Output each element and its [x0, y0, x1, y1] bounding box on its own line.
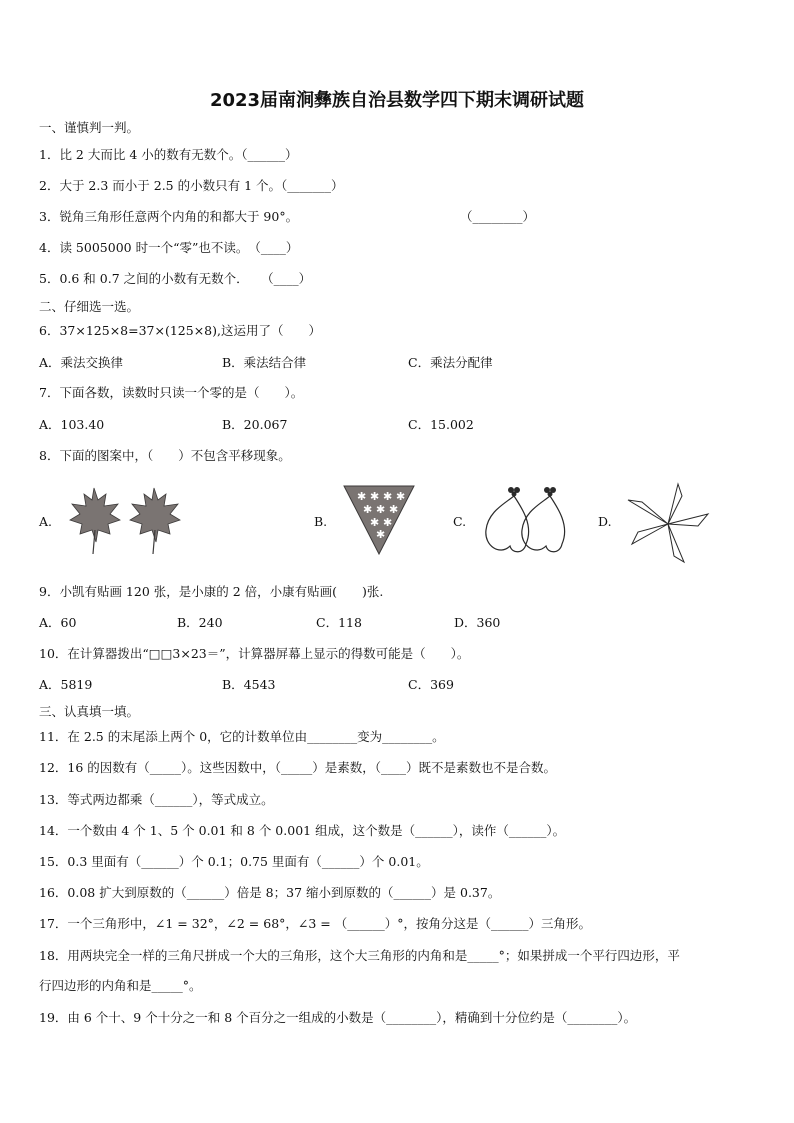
- section-heading-judgement: 一、谨慎判一判。: [39, 120, 140, 135]
- question-18-continued: 行四边形的内角和是_____°。: [39, 978, 202, 993]
- question-14: 14．一个数由 4 个 1、5 个 0.01 和 8 个 0.001 组成，这个数是（______），读作（______）。: [39, 823, 566, 838]
- question-3-answer-blank: （________）: [460, 209, 536, 224]
- question-9-option-a: A．60: [39, 615, 77, 630]
- question-12: 12．16 的因数有（_____）。这些因数中，（_____）是素数，（____）既不是素数也不是合数。: [39, 760, 557, 775]
- page-title: 2023届南涧彝族自治县数学四下期末调研试题: [209, 90, 585, 111]
- triangle-stars-figure: [340, 484, 418, 556]
- question-18: 18．用两块完全一样的三角尺拼成一个大的三角形，这个大三角形的内角和是_____°；如果拼成一个平行四边形，平: [39, 948, 680, 963]
- question-8-option-b: B.: [314, 514, 328, 529]
- question-6-option-b: B．乘法结合律: [222, 355, 307, 370]
- question-4: 4．读 5005000 时一个“零”也不读。 （____）: [39, 240, 299, 255]
- question-5: 5．0.6 和 0.7 之间的小数有无数个． （____）: [39, 271, 312, 286]
- question-9-option-c: C．118: [316, 615, 362, 630]
- question-8-option-a: A.: [39, 514, 53, 529]
- question-17: 17．一个三角形中，∠1 = 32°，∠2 = 68°，∠3 = （______）°，按角分这是（______）三角形。: [39, 916, 592, 931]
- maple-leaves-figure: [62, 484, 188, 556]
- question-8: 8．下面的图案中，（ ）不包含平移现象。: [39, 448, 291, 463]
- question-8-option-d: D.: [598, 514, 612, 529]
- question-7-option-a: A．103.40: [39, 417, 105, 432]
- section-heading-fill-in: 三、认真填一填。: [39, 704, 140, 719]
- svg-text:✱: ✱: [376, 503, 386, 516]
- question-7: 7．下面各数，读数时只读一个零的是（ ）。: [39, 385, 304, 400]
- hearts-figure: [478, 482, 580, 562]
- question-10: 10．在计算器拨出“□□3×23＝”，计算器屏幕上显示的得数可能是（ ）。: [39, 646, 470, 661]
- svg-text:✱: ✱: [383, 490, 393, 503]
- svg-text:✱: ✱: [389, 503, 399, 516]
- question-7-option-b: B．20.067: [222, 417, 288, 432]
- question-9-option-d: D．360: [454, 615, 501, 630]
- question-15: 15．0.3 里面有（______）个 0.1；0.75 里面有（______）个 0.01。: [39, 854, 429, 869]
- question-10-option-a: A．5819: [39, 677, 93, 692]
- question-6-option-c: C．乘法分配律: [408, 355, 493, 370]
- question-9: 9．小凯有贴画 120 张，是小康的 2 倍，小康有贴画( )张.: [39, 584, 384, 599]
- question-7-option-c: C．15.002: [408, 417, 474, 432]
- section-heading-choice: 二、仔细选一选。: [39, 299, 140, 314]
- svg-text:✱: ✱: [363, 503, 373, 516]
- svg-text:✱: ✱: [370, 490, 380, 503]
- svg-text:✱: ✱: [357, 490, 367, 503]
- question-9-option-b: B．240: [177, 615, 223, 630]
- question-13: 13．等式两边都乘（______），等式成立。: [39, 792, 274, 807]
- question-11: 11．在 2.5 的末尾添上两个 0，它的计数单位由________变为________。: [39, 729, 445, 744]
- question-3: 3．锐角三角形任意两个内角的和都大于 90°。: [39, 209, 299, 224]
- question-19: 19．由 6 个十、9 个十分之一和 8 个百分之一组成的小数是（________），精确到十分位约是（________）。: [39, 1010, 637, 1025]
- pinwheel-figure: [622, 478, 714, 570]
- question-6-option-a: A．乘法交换律: [39, 355, 124, 370]
- svg-text:✱: ✱: [370, 516, 380, 529]
- svg-text:✱: ✱: [396, 490, 406, 503]
- question-8-option-c: C.: [453, 514, 467, 529]
- question-16: 16．0.08 扩大到原数的（______）倍是 8；37 缩小到原数的（______）是 0.37。: [39, 885, 501, 900]
- svg-text:✱: ✱: [383, 516, 393, 529]
- svg-text:✱: ✱: [376, 528, 386, 541]
- question-10-option-b: B．4543: [222, 677, 276, 692]
- question-2: 2．大于 2.3 而小于 2.5 的小数只有 1 个。（_______）: [39, 178, 344, 193]
- question-6: 6．37×125×8=37×(125×8),这运用了（ ）: [39, 323, 321, 338]
- question-10-option-c: C．369: [408, 677, 454, 692]
- question-1: 1．比 2 大而比 4 小的数有无数个。（______）: [39, 147, 298, 162]
